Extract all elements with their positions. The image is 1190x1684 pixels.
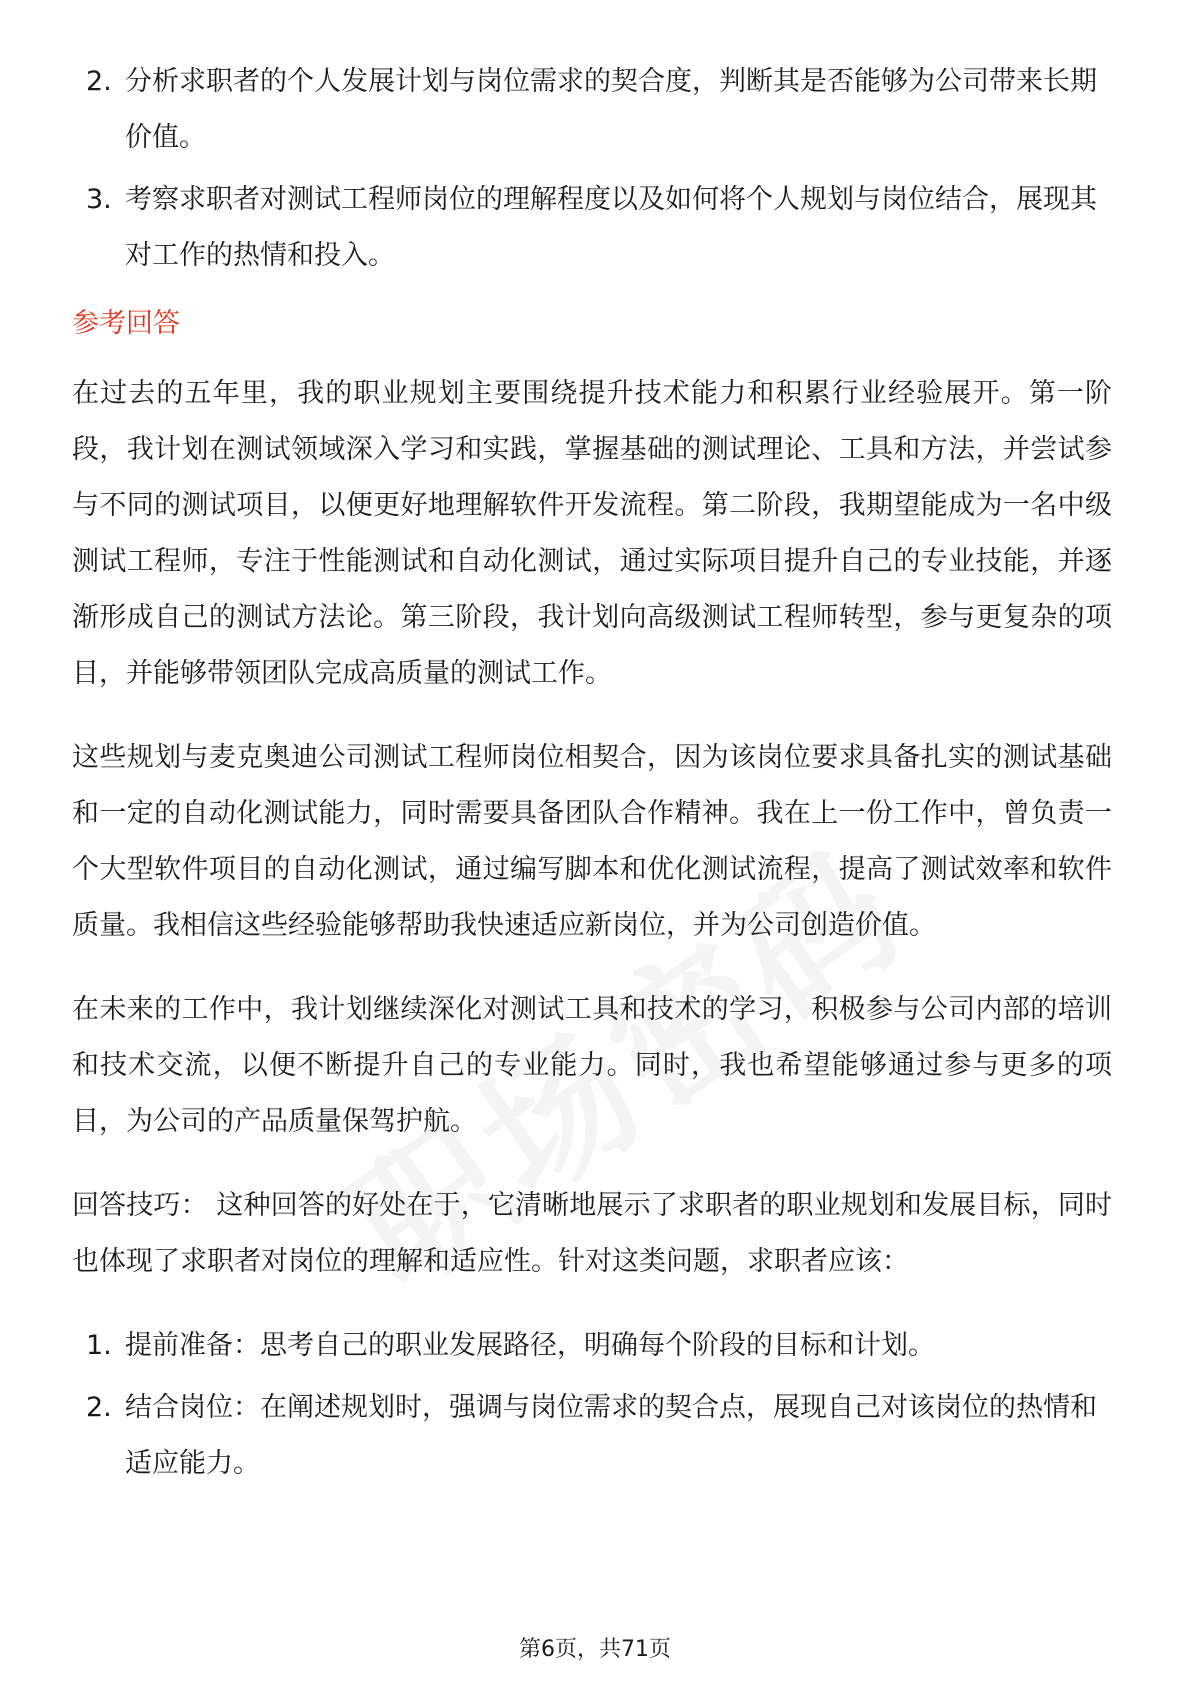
evaluation-points-list <box>72 54 1112 284</box>
tips-paragraph: 回答技巧： 这种回答的好处在于，它清晰地展示了求职者的职业规划和发展目标，同时也体现了求职者对岗位的理解和适应性。针对这类问题，求职者应该： <box>72 1190 1112 1277</box>
list-item-number: 2. <box>86 66 112 97</box>
answer-paragraph: 这些规划与麦克奥迪公司测试工程师岗位相契合，因为该岗位要求具备扎实的测试基础和一定的自动化测试能力，同时需要具备团队合作精神。我在上一份工作中，曾负责一个大型软件项目的自动化测试，通过编写脚本和优化测试流程，提高了测试效率和软件质量。我相信这些经验能够帮助我快速适应新岗位，并为公司创造价值。 <box>72 742 1112 941</box>
answer-paragraph: 在过去的五年里，我的职业规划主要围绕提升技术能力和积累行业经验展开。第一阶段，我计划在测试领域深入学习和实践，掌握基础的测试理论、工具和方法，并尝试参与不同的测试项目，以便更好地理解软件开发流程。第二阶段，我期望能成为一名中级测试工程师，专注于性能测试和自动化测试，通过实际项目提升自己的专业技能，并逐渐形成自己的测试方法论。第三阶段，我计划向高级测试工程师转型，参与更复杂的项目，并能够带领团队完成高质量的测试工作。 <box>72 378 1112 689</box>
list-item <box>72 1380 1112 1492</box>
list-item-text: 考察求职者对测试工程师岗位的理解程度以及如何将个人规划与岗位结合，展现其对工作的热情和投入。 <box>125 184 1097 271</box>
list-item-text: 结合岗位：在阐述规划时，强调与岗位需求的契合点，展现自己对该岗位的热情和适应能力。 <box>125 1392 1097 1479</box>
list-item-number: 2. <box>86 1392 112 1423</box>
page-footer-page-number: 第6页，共71页 <box>519 1637 671 1662</box>
list-item-text: 提前准备：思考自己的职业发展路径，明确每个阶段的目标和计划。 <box>125 1330 935 1361</box>
list-item-number: 1. <box>86 1330 112 1361</box>
answer-paragraph: 在未来的工作中，我计划继续深化对测试工具和技术的学习，积极参与公司内部的培训和技术交流，以便不断提升自己的专业能力。同时，我也希望能够通过参与更多的项目，为公司的产品质量保驾护航。 <box>72 994 1112 1137</box>
list-item <box>72 1318 1112 1374</box>
page-content <box>72 54 1112 1498</box>
list-item <box>72 172 1112 284</box>
tips-list <box>72 1318 1112 1492</box>
list-item <box>72 54 1112 166</box>
list-item-number: 3. <box>86 184 112 215</box>
list-item-text: 分析求职者的个人发展计划与岗位需求的契合度，判断其是否能够为公司带来长期价值。 <box>125 66 1097 153</box>
section-title-reference-answer: 参考回答 <box>72 308 180 339</box>
